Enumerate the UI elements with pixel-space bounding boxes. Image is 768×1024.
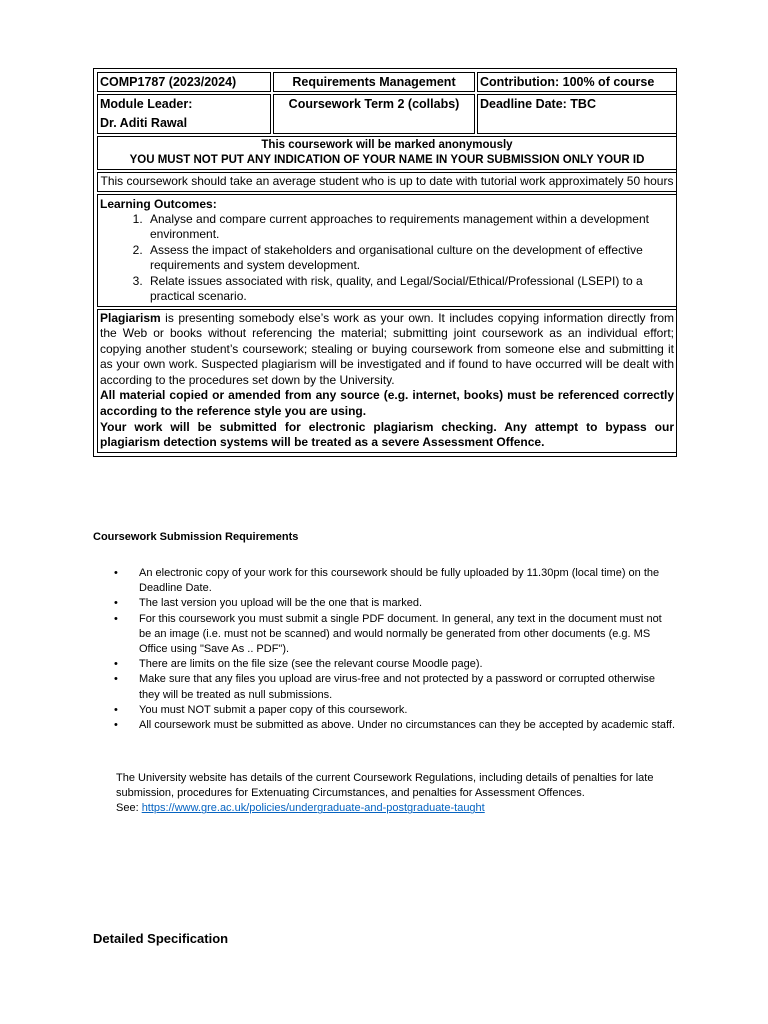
list-item-text: The last version you upload will be the one that is marked. — [139, 597, 423, 610]
list-item-text: All coursework must be submitted as above. Under no circumstances can they be accepted by academic staff. — [139, 719, 676, 732]
list-item-text: You must NOT submit a paper copy of this coursework. — [139, 703, 408, 716]
plagiarism-checking: Your work will be submitted for electronic plagiarism checking. Any attempt to bypass our plagiarism detection systems will be treated as a severe Assessment Offence. — [100, 419, 674, 450]
learning-outcome-item: 3. Relate issues associated with risk, quality, and Legal/Social/Ethical/Professional (LSEPI) to a practical scenario. — [146, 274, 674, 305]
plagiarism-term: Plagiarism — [100, 310, 161, 325]
bullet-icon: • — [114, 567, 118, 579]
learning-outcomes-cell — [97, 194, 677, 307]
university-regulations-text: The University website has details of the current Coursework Regulations, including details of penalties for late submission, procedures for Extenuating Circumstances, and penalties for Assessment Offences. — [116, 772, 654, 800]
workload-note: This coursework should take an average student who is up to date with tutorial work approximately 50 hours — [97, 172, 677, 192]
bullet-icon: • — [114, 597, 118, 610]
list-item-text: There are limits on the file size (see the relevant course Moodle page). — [139, 658, 483, 671]
plagiarism-definition — [100, 311, 674, 389]
plagiarism-definition-text: is presenting somebody else’s work as your own. It includes copying information directly from the Web or books without referencing the material; submitting joint coursework as an individual effort; copying another student’s coursework; stealing or buying coursework from someone else and submitting it as your own work. Suspected plagiarism will be investigated and if found to have occurred will be dealt with according to the procedures set down by the University. — [100, 310, 674, 387]
bullet-icon: • — [114, 703, 118, 716]
see-label: See: — [116, 802, 142, 815]
module-leader-name: Dr. Aditi Rawal — [100, 116, 188, 130]
learning-outcomes-title: Learning Outcomes: — [100, 196, 217, 211]
list-item — [114, 566, 676, 596]
learning-outcome-item: 1. Analyse and compare current approaches to requirements management within a development environment. — [146, 212, 674, 243]
header-row-learning-outcomes — [97, 194, 677, 307]
deadline-date: Deadline Date: TBC — [477, 94, 677, 134]
list-item-text: An electronic copy of your work for this coursework should be fully uploaded by 11.30pm (local time) on the Deadline Date. — [139, 567, 660, 595]
anonymous-notice — [97, 136, 677, 170]
anonymous-line-2: YOU MUST NOT PUT ANY INDICATION OF YOUR NAME IN YOUR SUBMISSION ONLY YOUR ID — [129, 154, 645, 166]
header-row-plagiarism — [97, 309, 677, 453]
plagiarism-referencing: All material copied or amended from any source (e.g. internet, books) must be referenced correctly according to the reference style you are using. — [100, 388, 674, 419]
contribution: Contribution: 100% of course — [477, 72, 677, 92]
list-item — [114, 718, 676, 733]
module-leader-cell — [97, 94, 271, 134]
list-item — [114, 703, 676, 718]
module-code: COMP1787 (2023/2024) — [97, 72, 271, 92]
detailed-specification-heading: Detailed Specification — [93, 931, 229, 946]
submission-requirements-list — [114, 566, 676, 733]
plagiarism-cell — [97, 309, 677, 453]
header-row-anonymous — [97, 136, 677, 170]
submission-requirements-title: Coursework Submission Requirements — [93, 531, 299, 543]
list-item — [114, 657, 676, 672]
policies-link[interactable]: https://www.gre.ac.uk/policies/undergraduate-and-postgraduate-taught — [141, 802, 485, 815]
list-item — [114, 612, 676, 658]
module-title: Requirements Management — [273, 72, 475, 92]
header-row-module — [97, 72, 677, 92]
header-row-workload — [97, 172, 677, 192]
bullet-icon: • — [114, 673, 118, 686]
list-item-text: Make sure that any files you upload are virus-free and not protected by a password or corrupted otherwise they will be treated as null submissions. — [139, 673, 656, 701]
bullet-icon: • — [114, 612, 118, 625]
coursework-header-table — [93, 68, 677, 457]
learning-outcome-item: 2. Assess the impact of stakeholders and organisational culture on the development of effective requirements and system development. — [146, 243, 674, 274]
list-item-text: For this coursework you must submit a single PDF document. In general, any text in the document must not be an image (i.e. must not be scanned) and would normally be generated from other documents (e.g. MS Office using "Save As .. PDF"). — [139, 612, 662, 656]
coursework-term: Coursework Term 2 (collabs) — [273, 94, 475, 134]
header-row-leader — [97, 94, 677, 134]
anonymous-line-1: This coursework will be marked anonymously — [261, 139, 513, 151]
list-item — [114, 672, 676, 702]
see-line — [116, 801, 678, 816]
university-regulations-paragraph — [116, 771, 678, 817]
list-item — [114, 596, 676, 611]
bullet-icon: • — [114, 719, 118, 732]
module-leader-label: Module Leader: — [100, 97, 193, 111]
bullet-icon: • — [114, 658, 118, 671]
learning-outcomes-list — [100, 212, 674, 305]
